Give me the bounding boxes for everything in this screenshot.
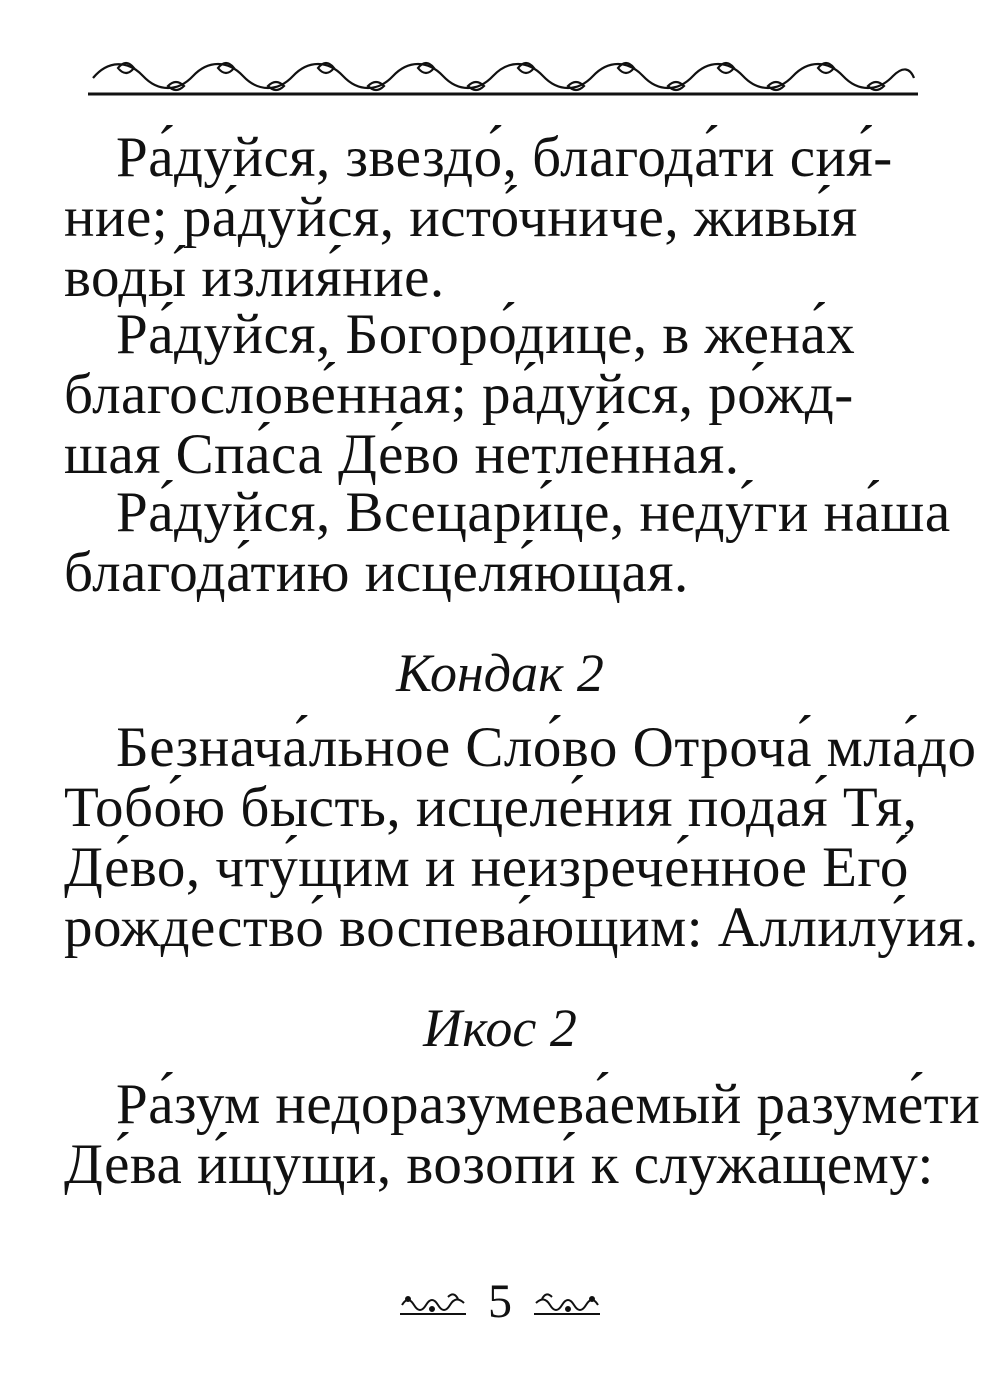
kontakion-line-1: Безнача́льное Сло́во Отроча́ мла́до bbox=[116, 716, 977, 779]
kontakion-line-2: Тобо́ю бысть, исцеле́ния подая́ Тя, bbox=[64, 776, 918, 839]
paragraph-2 bbox=[64, 305, 894, 485]
kontakion-line-3: Де́во, чту́щим и неизрече́нное Его́ bbox=[64, 836, 909, 899]
paragraph-3-line-1: Ра́дуйся, Всецари́це, неду́ги на́ша bbox=[116, 481, 951, 544]
left-flourish-icon bbox=[398, 1287, 468, 1317]
kontakion-line-4: рождество́ воспева́ющим: Аллилу́ия. bbox=[64, 896, 979, 959]
paragraph-3-line-2: благода́тию исцеля́ющая. bbox=[64, 541, 689, 604]
page-footer bbox=[0, 1272, 1000, 1332]
paragraph-3 bbox=[64, 481, 951, 604]
page-number: 5 bbox=[488, 1275, 512, 1328]
paragraph-2-line-3: шая Спа́са Де́во нетле́нная. bbox=[64, 423, 740, 486]
paragraph-2-line-2: благослове́нная; ра́дуйся, ро́жд- bbox=[64, 363, 854, 426]
ikos-heading: Икос 2 bbox=[423, 998, 577, 1058]
top-ornament-border bbox=[88, 48, 918, 98]
paragraph-1-line-2: ние; ра́дуйся, исто́чниче, живы́я bbox=[64, 186, 858, 249]
paragraph-1-line-3: воды́ излия́ние. bbox=[64, 246, 445, 309]
kontakion-text bbox=[64, 716, 979, 959]
paragraph-1 bbox=[64, 128, 894, 308]
paragraph-2-line-1: Ра́дуйся, Богоро́дице, в жена́х bbox=[116, 303, 856, 366]
right-flourish-icon bbox=[532, 1287, 602, 1317]
kontakion-heading: Кондак 2 bbox=[396, 643, 604, 703]
ikos-line-1: Ра́зум недоразумева́емый разуме́ти bbox=[116, 1073, 981, 1136]
paragraph-1-line-1: Ра́дуйся, звездо́, благода́ти сия́- bbox=[116, 126, 893, 189]
ikos-text bbox=[64, 1073, 981, 1196]
ikos-line-2: Де́ва и́щущи, возопи́ к служа́щему: bbox=[64, 1133, 934, 1196]
